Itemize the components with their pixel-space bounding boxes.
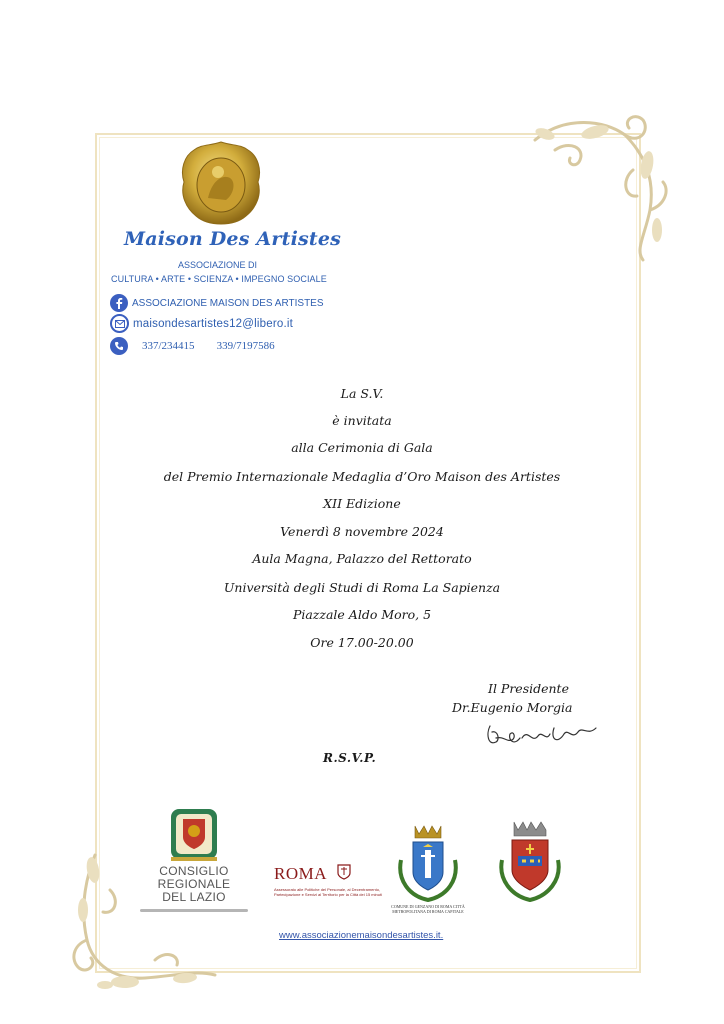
invitation-line: XII Edizione [323, 496, 401, 511]
email-address: maisondesartistes12@libero.it [133, 317, 294, 330]
invitation-line: La S.V. [340, 386, 384, 401]
handwritten-signature [484, 716, 602, 752]
association-motto: CULTURA • ARTE • SCIENZA • IMPEGNO SOCIALE [111, 274, 327, 284]
roma-logo-text: ROMA [274, 864, 328, 883]
invitation-line: Aula Magna, Palazzo del Rettorato [252, 551, 472, 566]
phone-number-1: 337/234415 [142, 340, 195, 352]
signature-name: Dr.Eugenio Morgia [452, 700, 573, 715]
brand-name: Maison Des Artistes [124, 228, 342, 250]
gold-medal-logo [178, 140, 264, 226]
phone-contact[interactable] [110, 337, 275, 355]
consiglio-line: CONSIGLIO [159, 864, 229, 878]
association-label: ASSOCIAZIONE DI [178, 260, 258, 270]
consiglio-emblem-icon [135, 805, 253, 865]
consiglio-line: REGIONALE [157, 877, 231, 891]
comune-genzano-crest-icon [393, 820, 463, 906]
invitation-line: Ore 17.00-20.00 [310, 635, 414, 650]
facebook-contact[interactable] [110, 294, 324, 312]
invitation-line: Venerdì 8 novembre 2024 [280, 524, 444, 539]
corner-ornament-top-right [525, 110, 673, 265]
facebook-label: ASSOCIAZIONE MAISON DES ARTISTES [132, 297, 324, 309]
comune-caption: COMUNE DI GENZANO DI ROMA CITTÀ METROPOLITANA DI ROMA CAPITALE [391, 904, 465, 914]
invitation-line: alla Cerimonia di Gala [291, 440, 433, 455]
signature-role: Il Presidente [488, 681, 569, 696]
email-contact[interactable] [110, 314, 293, 333]
roma-caption: Assessorato alle Politiche del Personale, al Decentramento, Partecipazione e Servizi al Territorio per la Città dei 15 minuti [274, 887, 382, 897]
email-icon [110, 314, 129, 333]
website-link[interactable]: www.associazionemaisondesartistes.it. [279, 930, 444, 941]
roma-shield-icon [337, 864, 351, 880]
invitation-line: Piazzale Aldo Moro, 5 [292, 607, 432, 622]
consiglio-line: DEL LAZIO [162, 890, 226, 904]
invitation-line: è invitata [332, 413, 392, 428]
invitation-line: del Premio Internazionale Medaglia d’Oro Maison des Artistes [163, 469, 561, 484]
rsvp-label: R.S.V.P. [323, 751, 377, 765]
consiglio-regionale-logo [135, 805, 253, 920]
invitation-line: Università degli Studi di Roma La Sapienza [223, 580, 501, 595]
phone-number-2: 339/7197586 [216, 340, 275, 352]
phone-icon [110, 337, 128, 355]
consiglio-underline [140, 909, 248, 912]
facebook-icon [110, 294, 128, 312]
municipal-crest-icon [496, 818, 564, 904]
